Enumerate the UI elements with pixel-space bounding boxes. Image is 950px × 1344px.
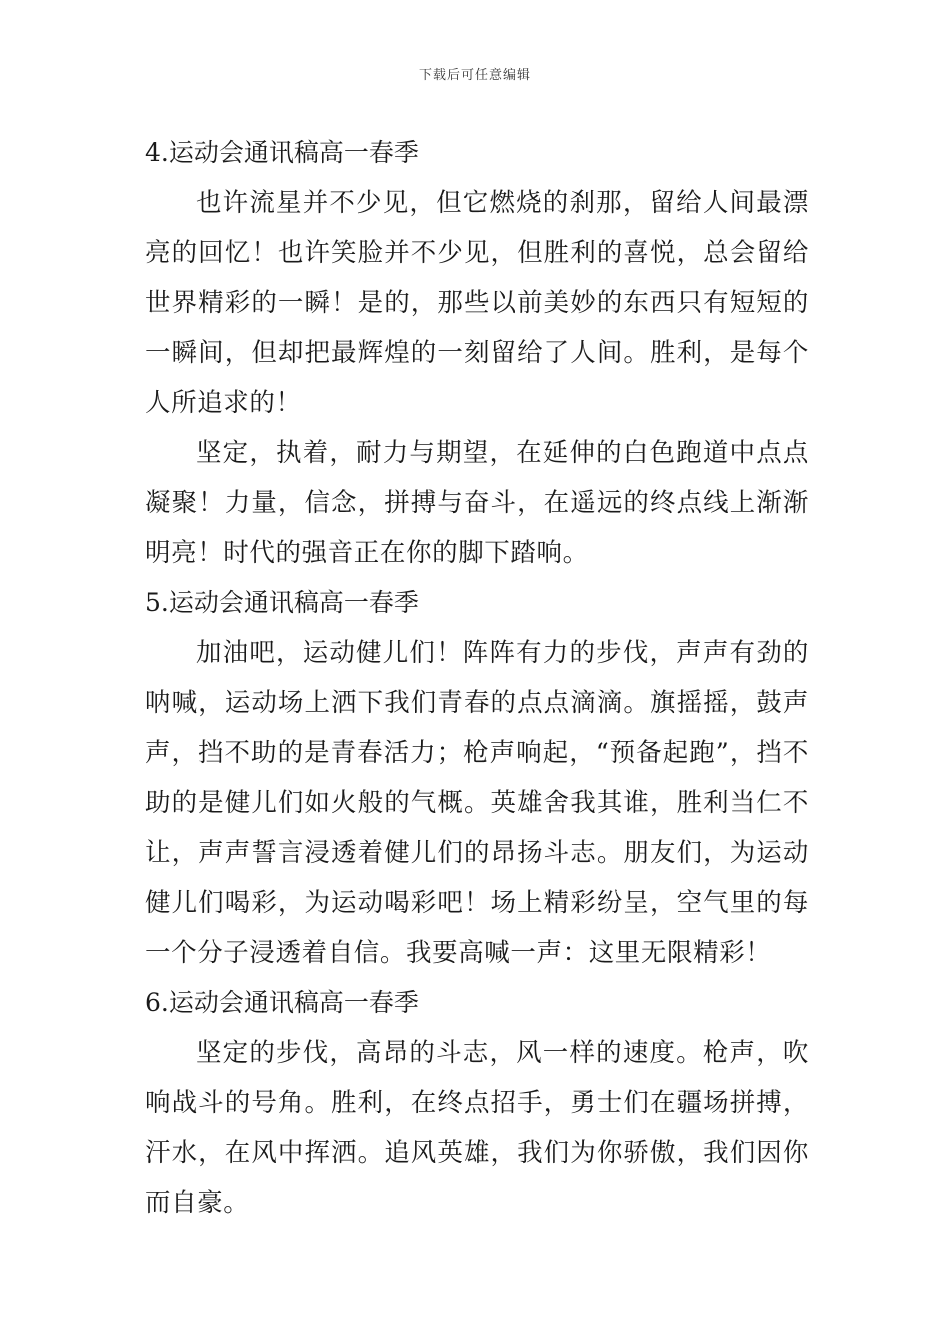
section-title: 5.运动会通讯稿高一春季 — [145, 588, 419, 617]
section-title: 6.运动会通讯稿高一春季 — [145, 988, 419, 1017]
document-body — [145, 128, 809, 1228]
section-5 — [145, 578, 809, 978]
paragraph: 坚定，执着，耐力与期望，在延伸的白色跑道中点点凝聚！力量，信念，拼搏与奋斗，在遥远的终点线上渐渐明亮！时代的强音正在你的脚下踏响。 — [145, 438, 809, 568]
section-4 — [145, 128, 809, 578]
page-header: 下载后可任意编辑 — [418, 68, 531, 83]
paragraph: 坚定的步伐，高昂的斗志，风一样的速度。枪声，吹响战斗的号角。胜利，在终点招手，勇士们在疆场拼搏，汗水，在风中挥洒。追风英雄，我们为你骄傲，我们因你而自豪。 — [145, 1038, 809, 1218]
paragraph: 也许流星并不少见，但它燃烧的刹那，留给人间最漂亮的回忆！也许笑脸并不少见，但胜利的喜悦，总会留给世界精彩的一瞬！是的，那些以前美妙的东西只有短短的一瞬间，但却把最辉煌的一刻留给了人间。胜利，是每个人所追求的！ — [145, 188, 809, 418]
section-title: 4.运动会通讯稿高一春季 — [145, 138, 419, 167]
paragraph: 加油吧，运动健儿们！阵阵有力的步伐，声声有劲的呐喊，运动场上洒下我们青春的点点滴滴。旗摇摇，鼓声声，挡不助的是青春活力；枪声响起，“预备起跑”，挡不助的是健儿们如火般的气概。英雄舍我其谁，胜利当仁不让，声声誓言浸透着健儿们的昂扬斗志。朋友们，为运动健儿们喝彩，为运动喝彩吧！场上精彩纷呈，空气里的每一个分子浸透着自信。我要高喊一声：这里无限精彩！ — [145, 638, 809, 968]
section-6 — [145, 978, 809, 1228]
